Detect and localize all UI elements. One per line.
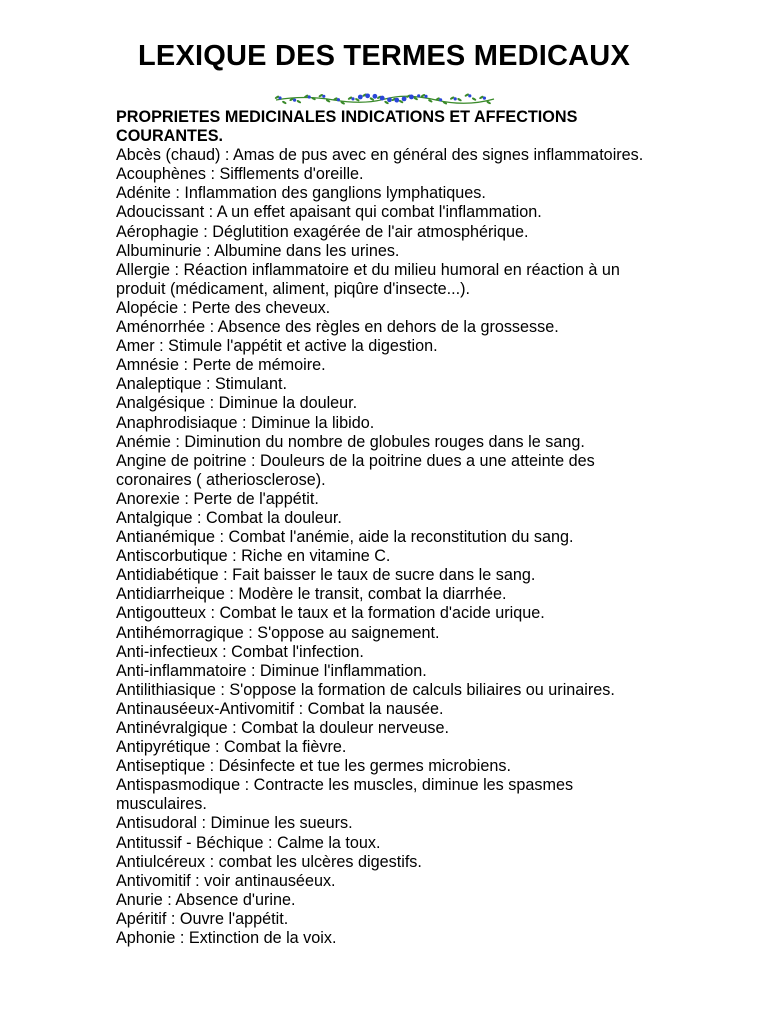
lexicon-entry: Anémie : Diminution du nombre de globules rouges dans le sang.	[116, 432, 585, 451]
leaf-mark	[457, 98, 462, 102]
lexicon-entry: Anorexie : Perte de l'appétit.	[116, 489, 319, 508]
flower-mark	[322, 95, 325, 98]
lexicon-entry: Antihémorragique : S'oppose au saignement.	[116, 623, 440, 642]
lexicon-entry: Analgésique : Diminue la douleur.	[116, 394, 358, 413]
flower-mark	[468, 94, 471, 97]
lexicon-entry: Antinauséeux-Antivomitif : Combat la nausée.	[116, 699, 444, 718]
document-title: LEXIQUE DES TERMES MEDICAUX	[137, 40, 630, 72]
flower-mark	[409, 95, 414, 100]
lexicon-entry: Anurie : Absence d'urine.	[116, 890, 296, 909]
flower-mark	[402, 96, 407, 101]
lexicon-entry: Antiscorbutique : Riche en vitamine C.	[116, 547, 391, 566]
lexicon-entry: Antidiabétique : Fait baisser le taux de sucre dans le sang.	[116, 566, 536, 585]
floral-divider-icon	[274, 92, 496, 106]
lexicon-entry: Aménorrhée : Absence des règles en dehors de la grossesse.	[116, 318, 559, 337]
flower-mark	[293, 99, 296, 102]
lexicon-entry: Aérophagie : Déglutition exagérée de l'air atmosphérique.	[116, 222, 529, 241]
flower-mark	[278, 96, 281, 99]
flower-mark	[373, 94, 378, 99]
flower-mark	[483, 97, 486, 100]
lexicon-entry: Antalgique : Combat la douleur.	[116, 508, 342, 527]
entry-list	[116, 146, 656, 948]
lexicon-entry: Alopécie : Perte des cheveux.	[116, 298, 331, 317]
flower-mark	[439, 98, 442, 101]
lexicon-body	[116, 108, 656, 948]
lexicon-entry: Adénite : Inflammation des ganglions lymphatiques.	[116, 184, 486, 203]
lexicon-entry: Angine de poitrine : Douleurs de la poitrine dues a une atteinte des coronaires ( atheriosclerose).	[116, 451, 595, 489]
lexicon-entry: Amer : Stimule l'appétit et active la digestion.	[116, 337, 438, 356]
leaf-mark	[282, 100, 287, 104]
lexicon-entry: Antinévralgique : Combat la douleur nerveuse.	[116, 719, 449, 737]
leaf-mark	[296, 100, 301, 104]
lexicon-entry: Amnésie : Perte de mémoire.	[116, 356, 326, 375]
flower-mark	[358, 95, 363, 100]
lexicon-entry: Anti-infectieux : Combat l'infection.	[116, 642, 364, 661]
flower-mark	[424, 95, 427, 98]
flower-mark	[394, 98, 399, 103]
lexicon-entry: Apéritif : Ouvre l'appétit.	[116, 909, 289, 928]
lexicon-entry: Adoucissant : A un effet apaisant qui combat l'inflammation.	[116, 203, 542, 222]
section-subtitle: PROPRIETES MEDICINALES INDICATIONS ET AFFECTIONS COURANTES.	[116, 108, 578, 146]
lexicon-entry: Antigoutteux : Combat le taux et la formation d'acide urique.	[116, 604, 545, 623]
lexicon-entry: Allergie : Réaction inflammatoire et du milieu humoral en réaction à un produit (médicament, aliment, piqûre d'insecte...).	[116, 260, 620, 298]
flower-mark	[387, 97, 392, 102]
lexicon-entry: Antisudoral : Diminue les sueurs.	[116, 814, 353, 833]
lexicon-entry: Anti-inflammatoire : Diminue l'inflammation.	[116, 661, 427, 680]
flower-mark	[351, 97, 354, 100]
lexicon-entry: Antidiarrheique : Modère le transit, combat la diarrhée.	[116, 585, 507, 604]
flower-mark	[417, 94, 420, 97]
lexicon-entry: Antivomitif : voir antinauséeux.	[116, 871, 336, 890]
lexicon-entry: Antipyrétique : Combat la fièvre.	[116, 738, 347, 757]
lexicon-entry: Anaphrodisiaque : Diminue la libido.	[116, 413, 375, 432]
lexicon-entry: Albuminurie : Albumine dans les urines.	[116, 241, 400, 260]
leaf-mark	[471, 97, 476, 101]
lexicon-entry: Antilithiasique : S'oppose la formation de calculs biliaires ou urinaires.	[116, 680, 615, 699]
flower-mark	[380, 96, 385, 101]
lexicon-entry: Antiseptique : Désinfecte et tue les germes microbiens.	[116, 757, 511, 776]
lexicon-entry: Antispasmodique : Contracte les muscles, diminue les spasmes musculaires.	[116, 776, 574, 814]
lexicon-entry: Aphonie : Extinction de la voix.	[116, 929, 337, 948]
lexicon-entry: Antiulcéreux : combat les ulcères digestifs.	[116, 852, 422, 871]
lexicon-entry: Antianémique : Combat l'anémie, aide la reconstitution du sang.	[116, 528, 574, 547]
lexicon-entry: Acouphènes : Sifflements d'oreille.	[116, 165, 364, 184]
lexicon-entry: Abcès (chaud) : Amas de pus avec en général des signes inflammatoires.	[116, 146, 644, 165]
flower-mark	[308, 95, 311, 98]
lexicon-entry: Antitussif - Béchique : Calme la toux.	[116, 833, 381, 852]
flower-mark	[337, 98, 340, 101]
lexicon-entry: Analeptique : Stimulant.	[116, 375, 287, 394]
flower-mark	[365, 93, 370, 98]
flower-mark	[454, 97, 457, 100]
